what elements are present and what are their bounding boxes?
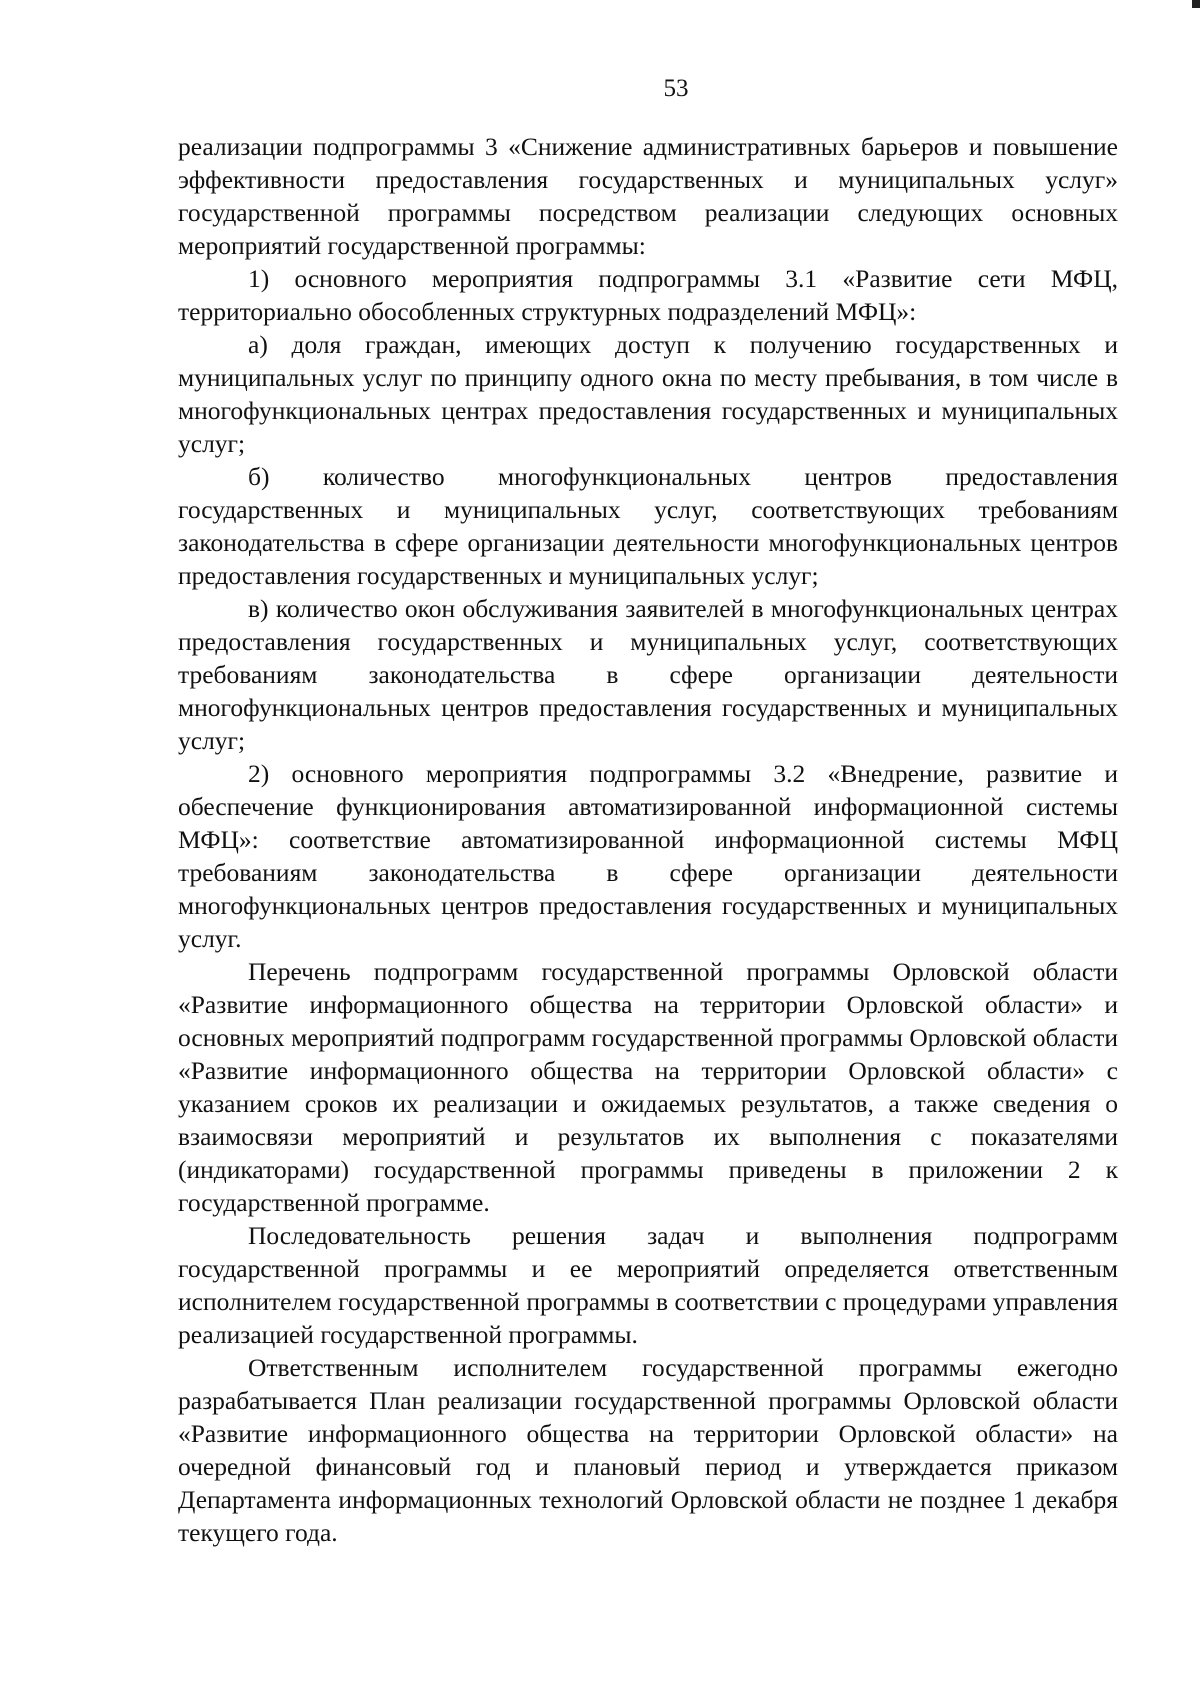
paragraph-subprogram-3-intro: реализации подпрограммы 3 «Снижение административных барьеров и повышение эффективности предоставления государственных и муниципальных услуг» государственной программы посредством реализации следующих основных мероприятий государственной программы: bbox=[178, 132, 1118, 260]
paragraph-subprogram-list: Перечень подпрограмм государственной программы Орловской области «Развитие информационного общества на территории Орловской области» и основных мероприятий подпрограмм государственной программы Орловской области «Развитие информационного общества на территории Орловской области» с указанием сроков их реализации и ожидаемых результатов, а также сведения о взаимосвязи мероприятий и результатов их выполнения с показателями (индикаторами) государственной программы приведены в приложении 2 к государственной программе. bbox=[178, 957, 1118, 1217]
paragraph-item-a: а) доля граждан, имеющих доступ к получению государственных и муниципальных услуг по принципу одного окна по месту пребывания, в том числе в многофункциональных центрах предоставления государственных и муниципальных услуг; bbox=[178, 330, 1118, 458]
document-body bbox=[178, 130, 1118, 1549]
paragraph-activity-3-2: 2) основного мероприятия подпрограммы 3.2 «Внедрение, развитие и обеспечение функционирования автоматизированной информационной системы МФЦ»: соответствие автоматизированной информационной системы МФЦ требованиям законодательства в сфере организации деятельности многофункциональных центров предоставления государственных и муниципальных услуг. bbox=[178, 759, 1118, 953]
paragraph-item-v: в) количество окон обслуживания заявителей в многофункциональных центрах предоставления государственных и муниципальных услуг, соответствующих требованиям законодательства в сфере организации деятельности многофункциональных центров предоставления государственных и муниципальных услуг; bbox=[178, 594, 1118, 755]
scan-corner-mark bbox=[1192, 0, 1200, 8]
paragraph-item-b: б) количество многофункциональных центров предоставления государственных и муниципальных услуг, соответствующих требованиям законодательства в сфере организации деятельности многофункциональных центров предоставления государственных и муниципальных услуг; bbox=[178, 462, 1118, 590]
paragraph-activity-3-1: 1) основного мероприятия подпрограммы 3.1 «Развитие сети МФЦ, территориально обособленных структурных подразделений МФЦ»: bbox=[178, 264, 1118, 326]
paragraph-sequence: Последовательность решения задач и выполнения подпрограмм государственной программы и ее мероприятий определяется ответственным исполнителем государственной программы в соответствии с процедурами управления реализацией государственной программы. bbox=[178, 1221, 1118, 1349]
page-number: 53 bbox=[663, 75, 689, 102]
paragraph-implementation-plan: Ответственным исполнителем государственной программы ежегодно разрабатывается План реализации государственной программы Орловской области «Развитие информационного общества на территории Орловской области» на очередной финансовый год и плановый период и утверждается приказом Департамента информационных технологий Орловской области не позднее 1 декабря текущего года. bbox=[178, 1353, 1118, 1547]
